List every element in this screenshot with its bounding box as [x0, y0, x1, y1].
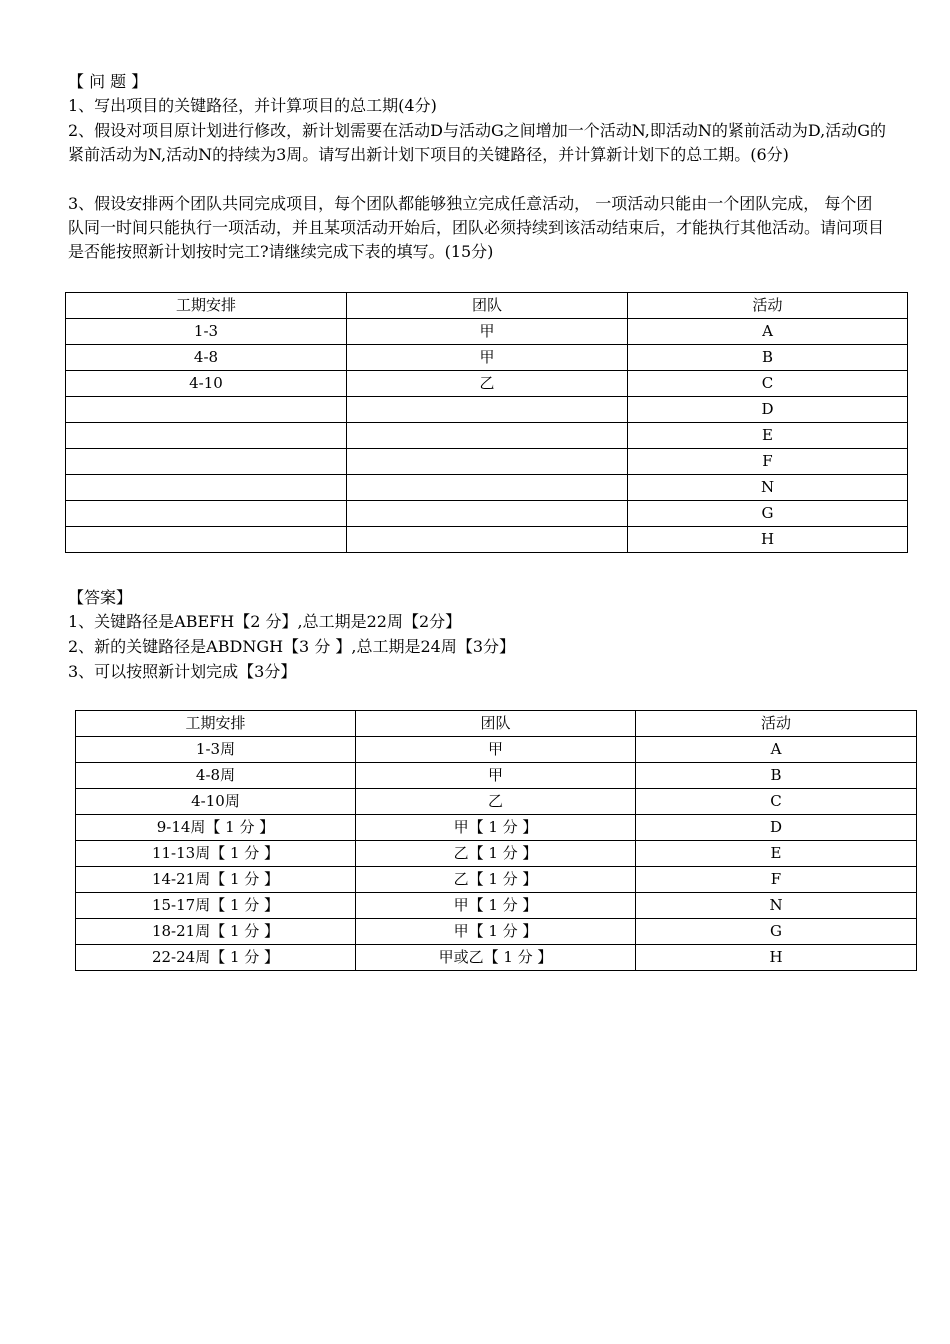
table-row	[76, 737, 917, 763]
cell-team	[347, 475, 628, 501]
column-header-team: 团队	[347, 293, 628, 319]
cell-duration: 4-10	[66, 371, 347, 397]
table-row	[66, 371, 908, 397]
cell-activity: N	[636, 893, 917, 919]
cell-team: 甲【 1 分 】	[356, 815, 636, 841]
table-row	[76, 867, 917, 893]
cell-activity: N	[628, 475, 908, 501]
answer-item-3: 3、可以按照新计划完成【3分】	[68, 662, 297, 681]
answer-schedule-table	[75, 710, 917, 971]
cell-activity: G	[636, 919, 917, 945]
table-row	[66, 475, 908, 501]
cell-team	[347, 397, 628, 423]
cell-duration: 4-8周	[76, 763, 356, 789]
cell-activity: C	[628, 371, 908, 397]
cell-team: 乙	[347, 371, 628, 397]
cell-activity: B	[628, 345, 908, 371]
cell-activity: D	[628, 397, 908, 423]
cell-duration	[66, 423, 347, 449]
table-row	[76, 919, 917, 945]
cell-team	[347, 449, 628, 475]
cell-duration	[66, 397, 347, 423]
table-row	[66, 527, 908, 553]
cell-team: 乙【 1 分 】	[356, 841, 636, 867]
cell-activity: A	[628, 319, 908, 345]
cell-team: 甲	[356, 737, 636, 763]
table-header-row	[76, 711, 917, 737]
column-header-duration: 工期安排	[76, 711, 356, 737]
question-item-3: 3、假设安排两个团队共同完成项目，每个团队都能够独立完成任意活动， 一项活动只能由一个团队完成， 每个团队同一时间只能执行一项活动，并且某项活动开始后，团队必须持续到该活动结束后，才能执行其他活动。请问项目是否能按照新计划按时完工?请继续完成下表的填写。(15分)	[68, 194, 885, 261]
cell-team: 甲	[347, 319, 628, 345]
cell-activity: G	[628, 501, 908, 527]
cell-activity: E	[628, 423, 908, 449]
table-row	[76, 893, 917, 919]
cell-duration: 4-8	[66, 345, 347, 371]
table-row	[76, 789, 917, 815]
cell-team: 甲	[347, 345, 628, 371]
table-row	[76, 945, 917, 971]
column-header-duration: 工期安排	[66, 293, 347, 319]
table-row	[76, 841, 917, 867]
table-row	[66, 345, 908, 371]
cell-team: 甲或乙【 1 分 】	[356, 945, 636, 971]
cell-team: 乙	[356, 789, 636, 815]
cell-duration: 14-21周【 1 分 】	[76, 867, 356, 893]
cell-duration: 1-3	[66, 319, 347, 345]
cell-duration: 18-21周【 1 分 】	[76, 919, 356, 945]
cell-duration: 22-24周【 1 分 】	[76, 945, 356, 971]
cell-activity: E	[636, 841, 917, 867]
cell-activity: H	[628, 527, 908, 553]
cell-duration	[66, 527, 347, 553]
cell-activity: F	[636, 867, 917, 893]
answer-item-1: 1、关键路径是ABEFH【2 分】,总工期是22周【2分】	[68, 612, 462, 631]
question-item-2: 2、假设对项目原计划进行修改，新计划需要在活动D与活动G之间增加一个活动N,即活动N的紧前活动为D,活动G的紧前活动为N,活动N的持续为3周。请写出新计划下项目的关键路径，并计算新计划下的总工期。(6分)	[68, 121, 886, 164]
cell-team	[347, 423, 628, 449]
cell-duration: 15-17周【 1 分 】	[76, 893, 356, 919]
cell-activity: C	[636, 789, 917, 815]
cell-activity: F	[628, 449, 908, 475]
column-header-team: 团队	[356, 711, 636, 737]
answer-header: 【答案】	[68, 588, 133, 607]
cell-duration: 11-13周【 1 分 】	[76, 841, 356, 867]
cell-team	[347, 501, 628, 527]
cell-duration: 1-3周	[76, 737, 356, 763]
table-header-row	[66, 293, 908, 319]
cell-team	[347, 527, 628, 553]
column-header-activity: 活动	[628, 293, 908, 319]
table-row	[66, 449, 908, 475]
cell-duration: 9-14周【 1 分 】	[76, 815, 356, 841]
cell-duration: 4-10周	[76, 789, 356, 815]
table-row	[76, 815, 917, 841]
cell-activity: A	[636, 737, 917, 763]
cell-activity: B	[636, 763, 917, 789]
question-schedule-table	[65, 292, 908, 553]
table-row	[76, 763, 917, 789]
cell-activity: D	[636, 815, 917, 841]
cell-duration	[66, 501, 347, 527]
cell-activity: H	[636, 945, 917, 971]
table-row	[66, 397, 908, 423]
table-row	[66, 319, 908, 345]
question-header: 【 问 题 】	[68, 72, 148, 91]
cell-team: 乙【 1 分 】	[356, 867, 636, 893]
cell-duration	[66, 475, 347, 501]
table-row	[66, 423, 908, 449]
cell-team: 甲	[356, 763, 636, 789]
cell-team: 甲【 1 分 】	[356, 893, 636, 919]
column-header-activity: 活动	[636, 711, 917, 737]
answer-item-2: 2、新的关键路径是ABDNGH【3 分 】,总工期是24周【3分】	[68, 637, 516, 656]
question-item-1: 1、写出项目的关键路径，并计算项目的总工期(4分)	[68, 96, 437, 115]
table-row	[66, 501, 908, 527]
cell-team: 甲【 1 分 】	[356, 919, 636, 945]
cell-duration	[66, 449, 347, 475]
